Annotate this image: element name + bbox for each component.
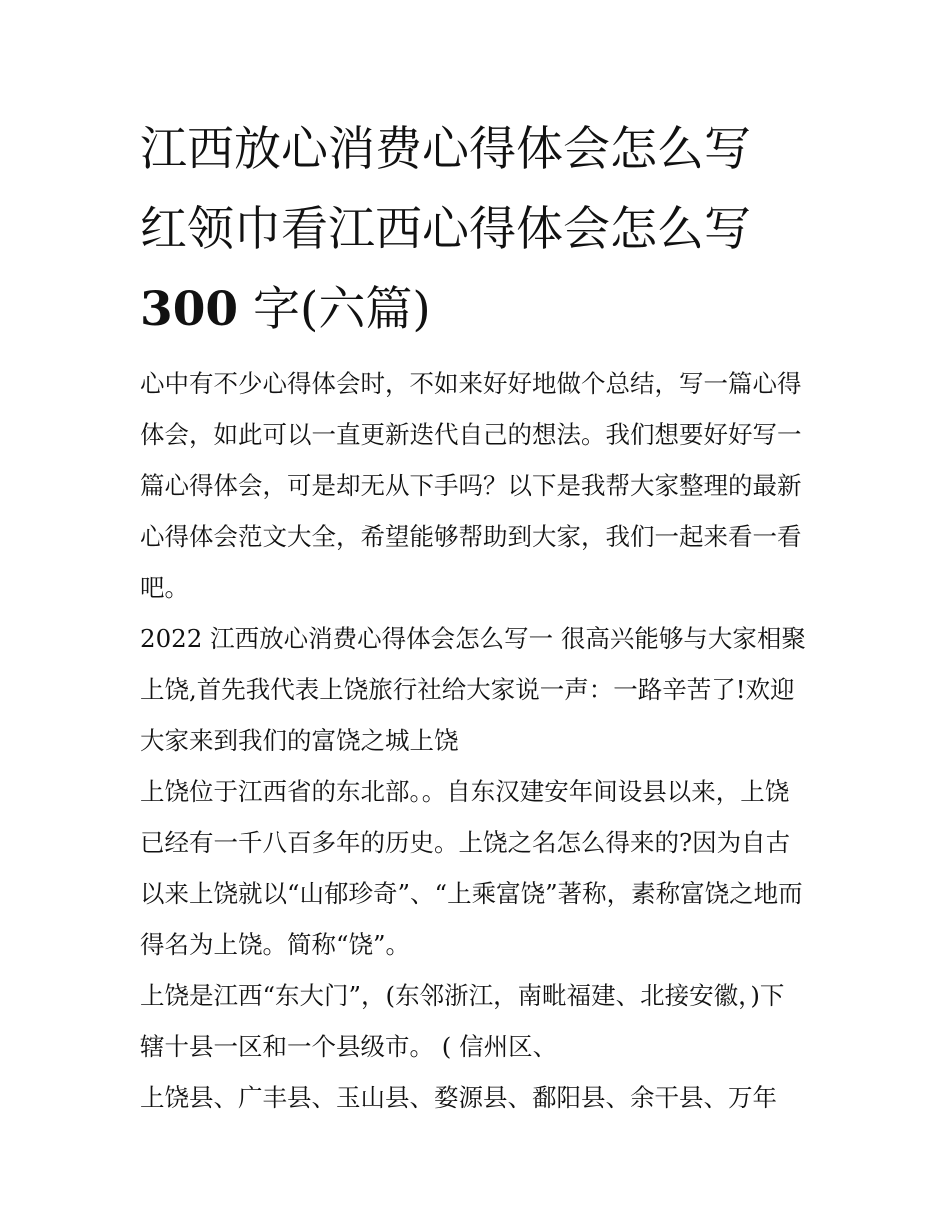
text-line: 篇心得体会，可是却无从下手吗？以下是我帮大家整理的最新 [140, 471, 802, 500]
paragraph-counties [140, 1072, 812, 1123]
text-line: 上饶,首先我代表上饶旅行社给大家说一声：一路辛苦了!欢迎 [140, 675, 795, 704]
text-line: 心中有不少心得体会时，不如来好好地做个总结，写一篇心得 [140, 369, 802, 398]
document-title [140, 110, 812, 350]
text-line: 吧。 [140, 573, 189, 602]
text-line: 已经有一千八百多年的历史。上饶之名怎么得来的?因为自古 [140, 828, 791, 857]
document-body [140, 358, 812, 1123]
text-line: 辖十县一区和一个县级市。 ( 信州区、 [140, 1032, 558, 1061]
title-line-1: 江西放心消费心得体会怎么写 [140, 122, 751, 177]
paragraph-intro [140, 358, 812, 613]
paragraph-welcome [140, 613, 812, 766]
title-suffix: 字(六篇) [238, 282, 431, 337]
text-line: 得名为上饶。简称“饶”。 [140, 930, 411, 959]
text-line: 上饶位于江西省的东北部。。自东汉建安年间设县以来，上饶 [140, 777, 790, 806]
text-line: 上饶是江西“东大门”，(东邻浙江，南毗福建、北接安徽，)下 [140, 981, 785, 1010]
title-number: 300 [140, 282, 239, 337]
text-line: 上饶县、广丰县、玉山县、婺源县、鄱阳县、余干县、万年 [140, 1083, 777, 1112]
title-line-3 [140, 270, 812, 350]
text-line: 以来上饶就以“山郁珍奇”、“上乘富饶”著称，素称富饶之地而 [140, 879, 803, 908]
text-line: 体会，如此可以一直更新迭代自己的想法。我们想要好好写一 [140, 420, 802, 449]
document-page [140, 110, 812, 1123]
paragraph-history [140, 766, 812, 970]
text-line: 2022 江西放心消费心得体会怎么写一 很高兴能够与大家相聚 [140, 624, 806, 653]
paragraph-geography [140, 970, 812, 1072]
text-line: 心得体会范文大全，希望能够帮助到大家，我们一起来看一看 [140, 522, 802, 551]
title-line-2: 红领巾看江西心得体会怎么写 [140, 202, 751, 257]
text-line: 大家来到我们的富饶之城上饶 [140, 726, 459, 755]
